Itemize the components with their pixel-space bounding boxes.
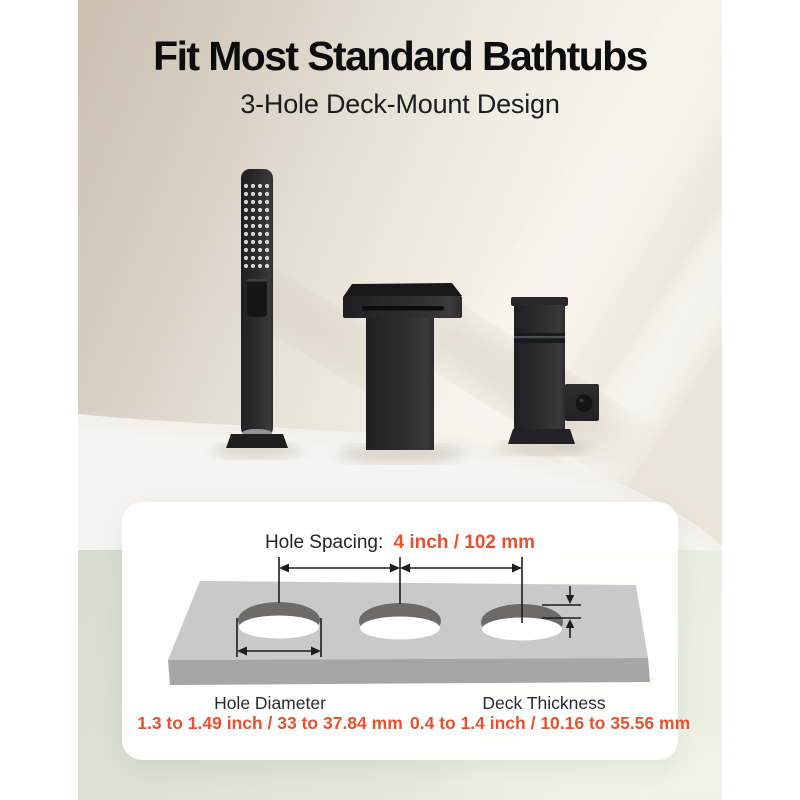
hole-diameter-spec	[136, 693, 404, 733]
hole-spacing-value: 4 inch / 102 mm	[393, 532, 536, 553]
product-photo	[78, 0, 722, 800]
page-title: Fit Most Standard Bathtubs	[153, 33, 647, 79]
handle-cap	[511, 297, 568, 306]
hole-spacing-label: Hole Spacing:	[264, 532, 384, 553]
waterfall-slot	[362, 306, 444, 311]
handle-base-plate	[508, 429, 575, 444]
spout-body	[366, 318, 434, 450]
hole-diameter-label: Hole Diameter	[214, 693, 326, 713]
lever-knob	[576, 395, 593, 412]
page-subtitle: 3-Hole Deck-Mount Design	[240, 89, 560, 119]
hole-spacing-heading	[122, 532, 678, 554]
deck-thickness-label: Deck Thickness	[482, 693, 606, 713]
spout-top-face	[343, 283, 462, 297]
diverter-button	[247, 279, 267, 317]
deck-thickness-value: 0.4 to 1.4 inch / 10.16 to 35.56 mm	[410, 713, 691, 733]
spec-card	[122, 502, 691, 760]
hole-diameter-value: 1.3 to 1.49 inch / 33 to 37.84 mm	[137, 713, 403, 733]
base-plate	[226, 434, 288, 448]
handle-column	[514, 305, 565, 433]
deck-holes	[238, 602, 563, 641]
deck-thickness-spec	[410, 693, 691, 733]
